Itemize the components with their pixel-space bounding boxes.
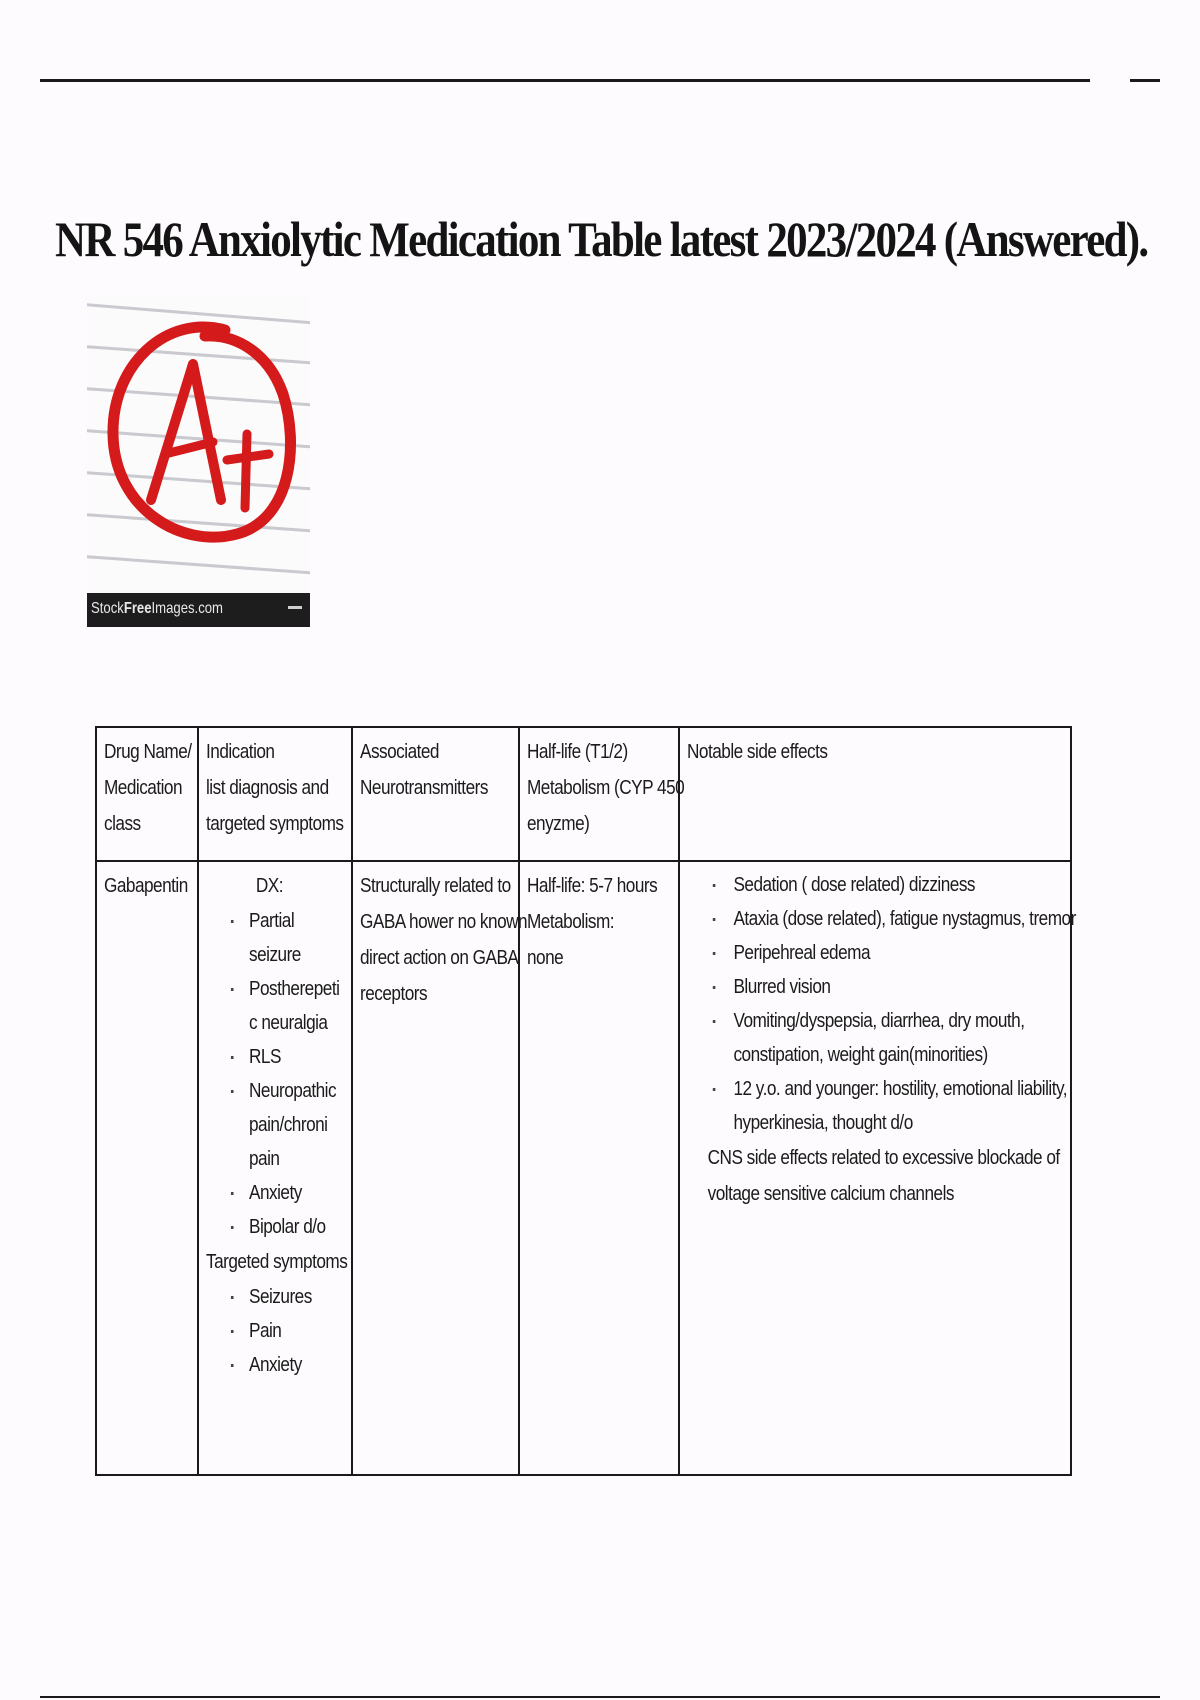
cell-half-life: Half-life: 5-7 hours Metabolism: none [519, 861, 679, 1475]
list-item: Postherepeti c neuralgia [206, 972, 324, 1040]
targeted-list [206, 1280, 324, 1382]
side-effects-note-cont: voltage sensitive calcium channels [707, 1183, 954, 1205]
list-item: Peripehreal edema [708, 936, 1010, 970]
list-item: Partial seizure [206, 904, 324, 972]
header-drug-name: Drug Name/ Medication class [96, 727, 198, 861]
image-watermark: StockFreeImages.com [91, 600, 223, 617]
medication-table [95, 726, 1076, 1476]
list-item: Seizures [206, 1280, 324, 1314]
list-item: Pain [206, 1314, 324, 1348]
dx-label: DX: [255, 875, 284, 897]
cell-indication [198, 861, 352, 1475]
cell-neurotransmitters: Structurally related to GABA hower no known direct action on GABA receptors [352, 861, 519, 1475]
list-item: Vomiting/dyspepsia, diarrhea, dry mouth, constipation, weight gain(minorities) [708, 1004, 1010, 1072]
a-plus-grade-image [87, 294, 310, 627]
table-row [96, 861, 1071, 1475]
list-item: Bipolar d/o [206, 1210, 324, 1244]
list-item: Neuropathic pain/chroni pain [206, 1074, 324, 1176]
image-watermark-bar [87, 593, 310, 627]
side-effects-list [708, 868, 1076, 1140]
header-rule-short [1130, 79, 1160, 82]
list-item: Ataxia (dose related), fatigue nystagmus, tremor [708, 902, 1010, 936]
list-item: Anxiety [206, 1176, 324, 1210]
header-indication: Indication list diagnosis and targeted symptoms [198, 727, 352, 861]
footer-rule [40, 1696, 1160, 1698]
list-item: Blurred vision [708, 970, 1010, 1004]
cell-side-effects [679, 861, 1076, 1475]
list-item: Sedation ( dose related) dizziness [708, 868, 1010, 902]
image-watermark-mark [288, 606, 302, 609]
header-half-life: Half-life (T1/2) Metabolism (CYP 450 enyzme) [519, 727, 679, 861]
a-plus-grade-icon [87, 294, 310, 594]
side-effects-note: CNS side effects related to excessive blockade of [707, 1147, 1060, 1169]
list-item: Anxiety [206, 1348, 324, 1382]
table-header-row [96, 727, 1071, 861]
targeted-symptoms-label: Targeted symptoms [206, 1251, 348, 1273]
cell-drug-name: Gabapentin [96, 861, 198, 1475]
header-side-effects: Notable side effects [679, 727, 1071, 861]
list-item: 12 y.o. and younger: hostility, emotional liability, hyperkinesia, thought d/o [708, 1072, 1010, 1140]
dx-list [206, 904, 340, 1244]
list-item: RLS [206, 1040, 324, 1074]
document-title: NR 546 Anxiolytic Medication Table latest 2023/2024 (Answered). [55, 211, 1148, 267]
header-rule [40, 79, 1090, 82]
header-neurotransmitters: Associated Neurotransmitters [352, 727, 519, 861]
